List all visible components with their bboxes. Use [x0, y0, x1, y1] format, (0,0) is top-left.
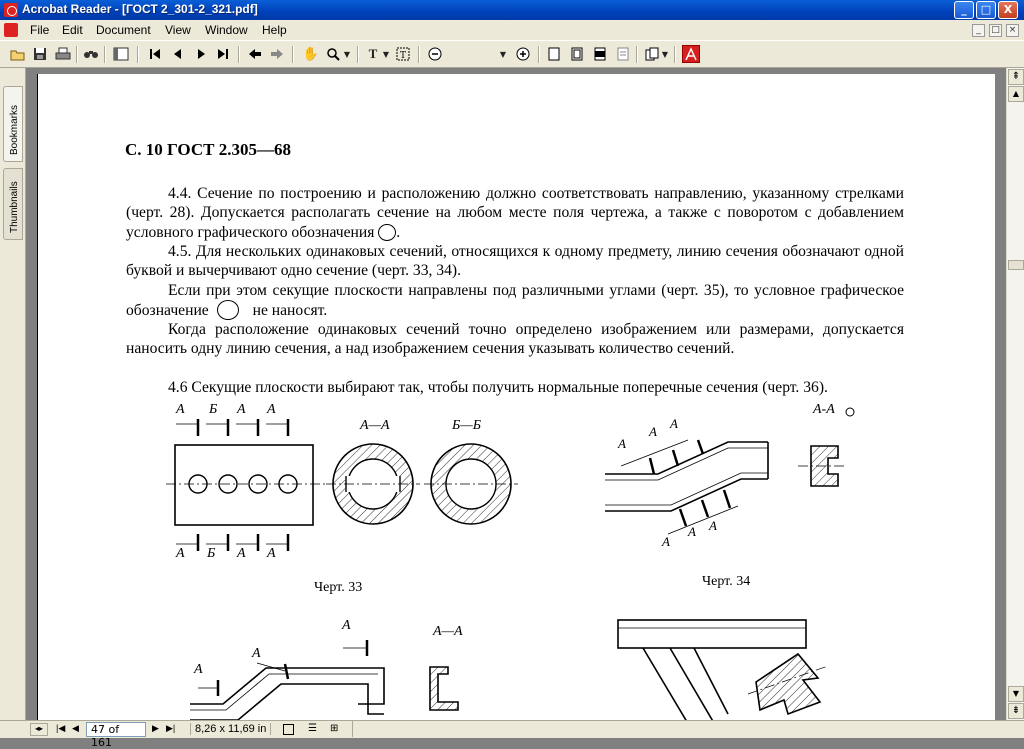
fit-width-icon[interactable] — [591, 45, 609, 63]
vertical-scrollbar[interactable] — [1006, 68, 1024, 720]
adobe-icon[interactable] — [682, 45, 700, 63]
scroll-down-button[interactable]: ▼ — [1008, 686, 1024, 702]
toolbar-separator — [292, 46, 294, 63]
paragraph-angles-text: Если при этом секущие плоскости направлены под различными углами (черт. 35), то условное графическое обозначение — [126, 282, 904, 320]
page-header: С. 10 ГОСТ 2.305—68 — [125, 140, 291, 159]
acrobat-app-icon — [4, 3, 18, 17]
close-button[interactable]: X — [998, 1, 1018, 19]
toolbar-separator — [418, 46, 420, 63]
figure-36 — [618, 620, 828, 720]
hand-icon[interactable]: ✋ — [302, 46, 320, 62]
paragraph-4-4-text: 4.4. Сечение по построению и расположению должно соответствовать направлению, указанному стрелками (черт. 28). Допускается располагать сечение на любом месте поля чертежа, а также с поворотом с добавлением условного графического обозначения — [126, 185, 904, 241]
single-page-icon[interactable] — [283, 724, 294, 735]
prev-page-icon[interactable] — [169, 45, 187, 63]
fig33-top-label: А — [237, 402, 246, 417]
continuous-icon[interactable]: ☰ — [308, 723, 317, 734]
fig34-label: А — [649, 424, 657, 439]
fig34-label: А — [618, 436, 626, 451]
status-separator — [352, 721, 353, 737]
doc-minimize-button[interactable]: _ — [972, 24, 985, 37]
find-icon[interactable] — [82, 45, 100, 63]
tab-bookmarks[interactable] — [3, 86, 23, 162]
figure-33 — [166, 419, 518, 551]
fig34-label: А — [709, 518, 717, 533]
go-back-icon[interactable] — [246, 45, 264, 63]
paragraph-4-6: 4.6 Секущие плоскости выбирают так, чтобы получить нормальные поперечные сечения (черт. 36). — [168, 379, 828, 396]
menu-file[interactable]: File — [30, 23, 50, 37]
column-select-icon[interactable] — [394, 45, 412, 63]
toolbar-separator — [104, 46, 106, 63]
bookmarks-icon[interactable] — [112, 45, 130, 63]
toolbar-separator — [238, 46, 240, 63]
menu-window[interactable]: Window — [205, 23, 248, 37]
toolbar-separator — [137, 46, 139, 63]
first-page-icon[interactable]: |◀ — [56, 723, 66, 733]
fit-page-icon[interactable] — [568, 45, 586, 63]
menu-document[interactable]: Document — [96, 23, 151, 37]
actual-size-icon[interactable] — [545, 45, 563, 63]
first-page-icon[interactable] — [146, 45, 164, 63]
fig34-label: А — [688, 524, 696, 539]
fig33-top-label: Б — [209, 402, 218, 417]
fig33-bottom-label: А — [176, 546, 185, 561]
toolbar-separator — [674, 46, 676, 63]
fig34-section-label: А-А — [813, 402, 835, 417]
pdf-page — [37, 74, 995, 720]
zoom-dropdown-icon[interactable]: ▼ — [343, 49, 351, 59]
rotate-dropdown-icon[interactable]: ▼ — [661, 49, 669, 59]
toolbar-separator — [538, 46, 540, 63]
toolbar — [0, 40, 1024, 68]
open-icon[interactable] — [8, 45, 26, 63]
fig35-section-label: А—А — [433, 624, 463, 639]
nav-toggle-icon[interactable]: ◂▸ — [30, 723, 48, 736]
page-number-input[interactable]: 47 of 161 — [86, 722, 146, 737]
fig33-top-label: А — [267, 402, 276, 417]
doc-restore-button[interactable]: □ — [989, 24, 1002, 37]
fig34-label: А — [670, 416, 678, 431]
last-page-icon[interactable]: ▶| — [166, 723, 176, 733]
zoom-in-icon[interactable] — [514, 45, 532, 63]
fig33-caption: Черт. 33 — [314, 580, 363, 595]
toolbar-separator — [76, 46, 78, 63]
fig35-label: А — [342, 618, 351, 633]
zoom-out-icon[interactable] — [426, 45, 444, 63]
menu-edit[interactable]: Edit — [62, 23, 83, 37]
figure-34 — [605, 408, 854, 534]
next-page-icon[interactable]: ▶ — [152, 723, 159, 733]
toolbar-separator — [636, 46, 638, 63]
scroll-top-button[interactable]: ⇞ — [1008, 69, 1024, 85]
print-icon[interactable] — [54, 45, 72, 63]
svg-text:T: T — [400, 51, 407, 61]
text-select-icon[interactable]: T — [368, 46, 378, 61]
paragraph-identical-sections: Когда расположение одинаковых сечений точно определено изображением или размерами, допускается наносить одну линию сечения, а над изображением сечения указывать количество сечений. — [126, 321, 904, 358]
fig33-bottom-label: Б — [207, 546, 216, 561]
document-view[interactable] — [26, 68, 1006, 720]
maximize-button[interactable]: □ — [976, 1, 996, 19]
fig33-bottom-label: А — [267, 546, 276, 561]
fig33-bottom-label: А — [237, 546, 246, 561]
menu-bar — [0, 20, 1024, 40]
paragraph-angles-end: не наносят. — [252, 302, 328, 320]
technical-drawings — [38, 74, 996, 720]
next-page-icon[interactable] — [192, 45, 210, 63]
go-forward-icon[interactable] — [268, 45, 286, 63]
title-bar[interactable] — [0, 0, 1024, 20]
fig33-top-label: А — [176, 402, 185, 417]
tab-thumbnails-label: Thumbnails — [9, 181, 20, 233]
rotate-icon[interactable] — [643, 45, 661, 63]
fig35-label: А — [252, 646, 261, 661]
window-title: Acrobat Reader - [ГОСТ 2_301-2_321.pdf] — [22, 2, 258, 16]
fig34-label: А — [662, 534, 670, 549]
fig34-caption: Черт. 34 — [702, 574, 751, 589]
paragraph-4-5: 4.5. Для нескольких одинаковых сечений, относящихся к одному предмету, линию сечения обозначают одной буквой и вычерчивают одно сечение (черт. 33, 34). — [126, 243, 904, 280]
fig33-section-label: Б—Б — [452, 418, 481, 433]
tab-thumbnails[interactable] — [3, 168, 23, 240]
document-icon[interactable] — [4, 23, 18, 37]
menu-help[interactable]: Help — [262, 23, 287, 37]
minimize-button[interactable]: _ — [954, 1, 974, 19]
scroll-bottom-button[interactable]: ⇟ — [1008, 703, 1024, 719]
tab-bookmarks-label: Bookmarks — [9, 104, 20, 155]
status-bar — [0, 720, 1024, 749]
fig33-section-label: А—А — [360, 418, 390, 433]
last-page-icon[interactable] — [214, 45, 232, 63]
fig35-label: А — [194, 662, 203, 677]
menu-view[interactable]: View — [165, 23, 191, 37]
toolbar-separator — [357, 46, 359, 63]
paragraph-4-4: 4.4. Сечение по построению и расположению должно соответствовать направлению, указанному стрелками (черт. 28). Допускается располагать сечение на любом месте поля чертежа, а также с поворотом с добавлением условного графического обозначения . — [126, 185, 904, 241]
fit-visible-icon[interactable] — [614, 45, 632, 63]
figure-35 — [190, 640, 458, 720]
scroll-up-button[interactable]: ▲ — [1008, 86, 1024, 102]
prev-page-icon[interactable]: ◀ — [72, 723, 79, 733]
text-select-dropdown-icon[interactable]: ▼ — [382, 49, 390, 59]
zoom-level-dropdown-icon[interactable]: ▼ — [499, 49, 507, 59]
zoom-icon[interactable] — [324, 45, 342, 63]
scrollbar-thumb[interactable] — [1008, 260, 1024, 270]
save-icon[interactable] — [31, 45, 49, 63]
page-size-readout: 8,26 x 11,69 in — [190, 723, 271, 735]
doc-close-button[interactable]: × — [1006, 24, 1019, 37]
facing-pages-icon[interactable]: ⊞ — [330, 723, 339, 734]
navigation-pane — [0, 68, 26, 720]
